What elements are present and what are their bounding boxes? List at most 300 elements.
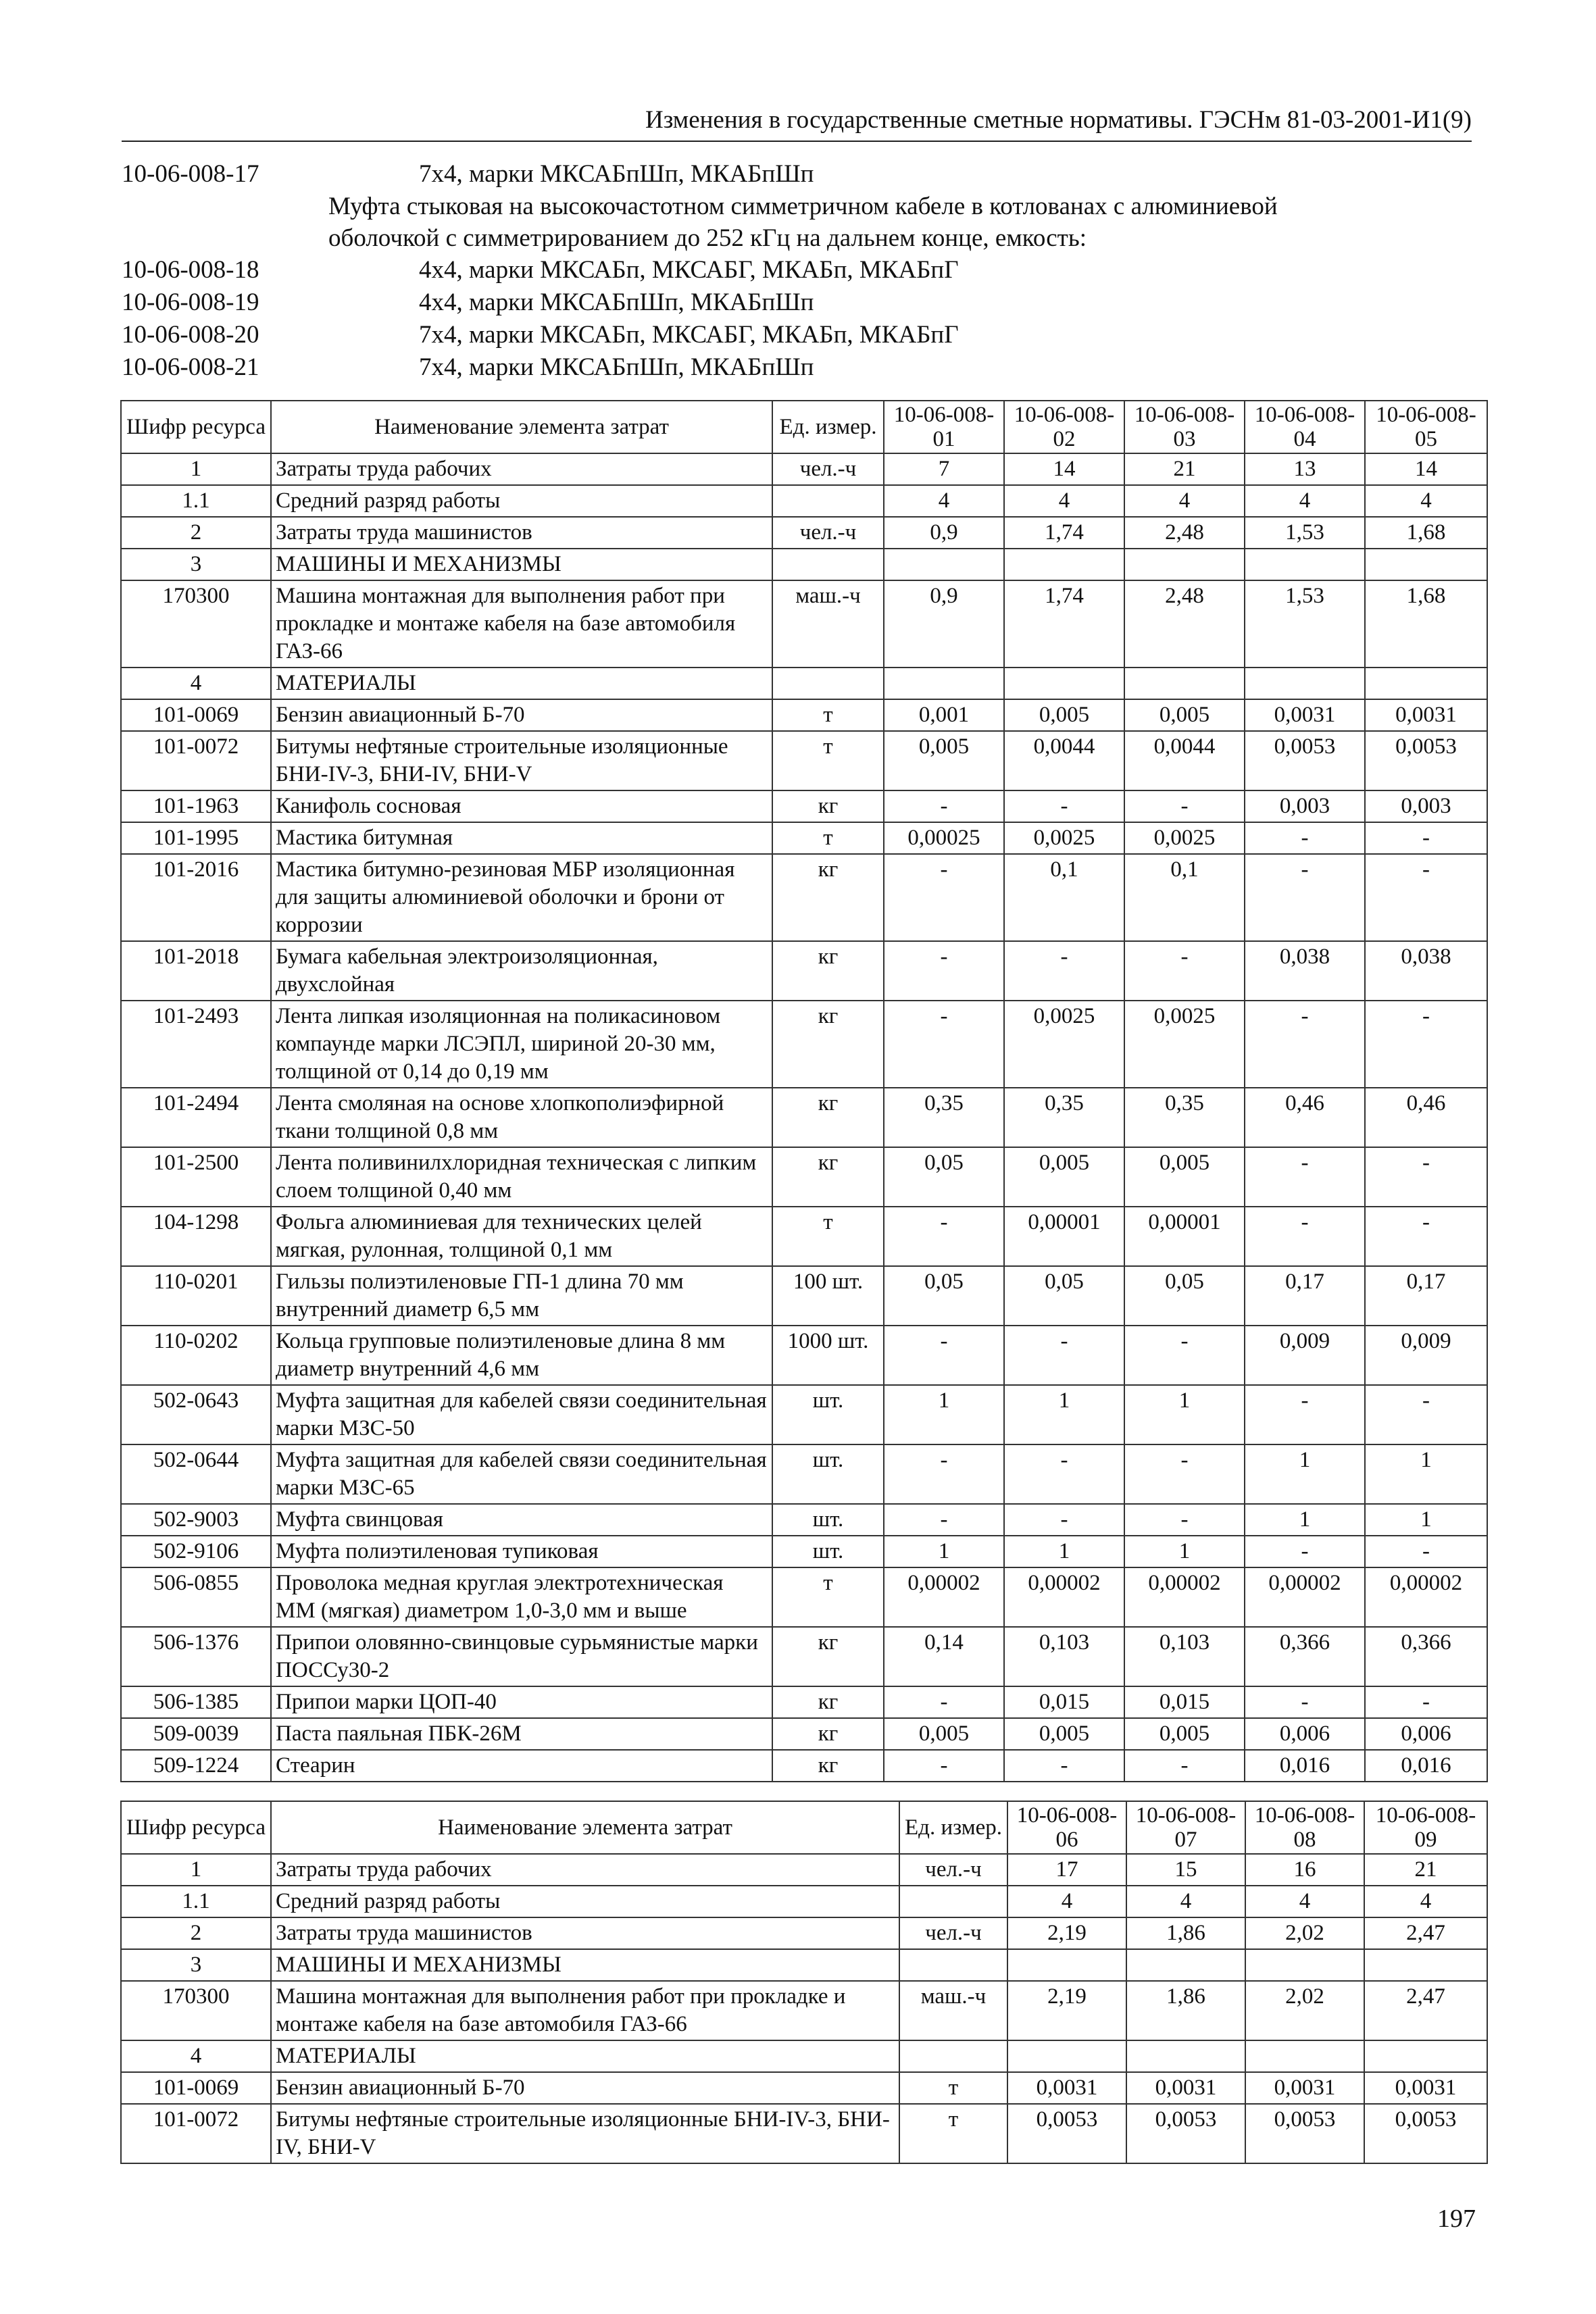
resource-name: Бензин авиационный Б-70 [271, 699, 772, 731]
norm-description: Муфта стыковая на высокочастотном симметричном кабеле в котлованах с алюминиевой [328, 193, 1278, 220]
resource-name: Кольца групповые полиэтиленовые длина 8 мм диаметр внутренний 4,6 мм [271, 1326, 772, 1385]
resource-name: Битумы нефтяные строительные изоляционные БНИ-IV-3, БНИ-IV, БНИ-V [271, 731, 772, 790]
value-cell: 14 [1365, 453, 1487, 485]
value-cell: 2,02 [1245, 1981, 1364, 2040]
value-cell: 1,74 [1004, 580, 1124, 668]
value-cell: 0,0053 [1364, 2104, 1487, 2163]
table-row [121, 2104, 1487, 2163]
resource-table-2 [120, 1801, 1488, 2164]
value-cell: 0,46 [1245, 1088, 1365, 1147]
value-cell: - [884, 1686, 1004, 1718]
value-cell: 1 [884, 1536, 1004, 1567]
header-norm-code: 10-06-008-05 [1365, 401, 1487, 453]
value-cell: - [1124, 941, 1245, 1001]
value-cell: - [1245, 1385, 1365, 1444]
table-row [121, 1326, 1487, 1385]
norm-code: 10-06-008-18 [122, 256, 259, 284]
resource-code: 110-0201 [121, 1266, 271, 1326]
value-cell: 0,103 [1124, 1627, 1245, 1686]
value-cell: - [1124, 1750, 1245, 1782]
resource-code: 170300 [121, 580, 271, 668]
value-cell: 0,006 [1245, 1718, 1365, 1750]
value-cell: 17 [1007, 1854, 1126, 1886]
section-row [121, 549, 1487, 580]
resource-name: Муфта защитная для кабелей связи соединительная марки МЗС-50 [271, 1385, 772, 1444]
value-cell: 0,016 [1245, 1750, 1365, 1782]
value-cell [1126, 1949, 1245, 1981]
value-cell: 0,9 [884, 580, 1004, 668]
value-cell: 1 [1004, 1385, 1124, 1444]
value-cell: 0,05 [1004, 1266, 1124, 1326]
value-cell [1004, 668, 1124, 699]
table-row [121, 517, 1487, 549]
value-cell: 1,68 [1365, 517, 1487, 549]
value-cell: 0,0044 [1124, 731, 1245, 790]
value-cell: - [1365, 1001, 1487, 1088]
value-cell: - [1365, 822, 1487, 854]
unit-cell: чел.-ч [772, 453, 884, 485]
value-cell: - [1365, 854, 1487, 941]
resource-name: Лента поливинилхлоридная техническая с липким слоем толщиной 0,40 мм [271, 1147, 772, 1207]
resource-name: Мастика битумно-резиновая МБР изоляционная для защиты алюминиевой оболочки и брони от коррозии [271, 854, 772, 941]
value-cell: - [1124, 1444, 1245, 1504]
value-cell: 0,038 [1245, 941, 1365, 1001]
value-cell: - [1004, 1750, 1124, 1782]
value-cell: 0,0031 [1007, 2072, 1126, 2104]
value-cell: 0,0031 [1364, 2072, 1487, 2104]
section-title: МАТЕРИАЛЫ [271, 2040, 899, 2072]
resource-code: 110-0202 [121, 1326, 271, 1385]
norm-code: 10-06-008-17 [122, 160, 259, 188]
value-cell: 1 [1365, 1444, 1487, 1504]
value-cell: - [1004, 1444, 1124, 1504]
norm-line [122, 191, 1473, 222]
section-title: МАШИНЫ И МЕХАНИЗМЫ [271, 549, 772, 580]
table-row [121, 1854, 1487, 1886]
value-cell: - [884, 1750, 1004, 1782]
value-cell: 0,0053 [1365, 731, 1487, 790]
header-norm-code: 10-06-008-01 [884, 401, 1004, 453]
value-cell [1365, 549, 1487, 580]
table-row [121, 941, 1487, 1001]
value-cell: - [1365, 1536, 1487, 1567]
value-cell: 0,366 [1365, 1627, 1487, 1686]
table-row [121, 822, 1487, 854]
value-cell [1245, 668, 1365, 699]
unit-cell: маш.-ч [899, 1981, 1007, 2040]
value-cell: 0,0031 [1365, 699, 1487, 731]
unit-cell: кг [772, 1750, 884, 1782]
resource-code: 502-0644 [121, 1444, 271, 1504]
unit-cell: кг [772, 1147, 884, 1207]
table-row [121, 1718, 1487, 1750]
resource-name: Бумага кабельная электроизоляционная, двухслойная [271, 941, 772, 1001]
value-cell: - [884, 854, 1004, 941]
table-row [121, 1917, 1487, 1949]
value-cell: 0,46 [1365, 1088, 1487, 1147]
unit-cell: шт. [772, 1536, 884, 1567]
resource-code: 502-9003 [121, 1504, 271, 1536]
value-cell [1126, 2040, 1245, 2072]
table-row [121, 1686, 1487, 1718]
header-norm-code: 10-06-008-03 [1124, 401, 1245, 453]
resource-code: 101-2018 [121, 941, 271, 1001]
resource-code: 1 [121, 453, 271, 485]
resource-code: 101-1995 [121, 822, 271, 854]
value-cell: - [1245, 854, 1365, 941]
value-cell: 0,001 [884, 699, 1004, 731]
value-cell: - [1245, 1207, 1365, 1266]
value-cell: 0,05 [884, 1266, 1004, 1326]
value-cell: 1 [1124, 1385, 1245, 1444]
resource-name: Средний разряд работы [271, 485, 772, 517]
value-cell: 0,003 [1245, 790, 1365, 822]
value-cell: 0,015 [1004, 1686, 1124, 1718]
resource-name: Гильзы полиэтиленовые ГП-1 длина 70 мм внутренний диаметр 6,5 мм [271, 1266, 772, 1326]
value-cell: 0,1 [1004, 854, 1124, 941]
table-row [121, 485, 1487, 517]
value-cell: 0,1 [1124, 854, 1245, 941]
resource-code: 506-0855 [121, 1567, 271, 1627]
unit-cell [772, 549, 884, 580]
resource-name: Машина монтажная для выполнения работ при прокладке и монтаже кабеля на базе автомобиля ГАЗ-66 [271, 1981, 899, 2040]
norm-line [122, 286, 1473, 319]
resource-code: 1.1 [121, 1886, 271, 1917]
value-cell [1245, 1949, 1364, 1981]
value-cell: 0,35 [1124, 1088, 1245, 1147]
norm-line [122, 158, 1473, 191]
unit-cell [772, 485, 884, 517]
value-cell: 0,003 [1365, 790, 1487, 822]
header-name: Наименование элемента затрат [271, 401, 772, 453]
section-row [121, 1949, 1487, 1981]
resource-name: Муфта полиэтиленовая тупиковая [271, 1536, 772, 1567]
resource-code: 4 [121, 668, 271, 699]
value-cell: - [884, 790, 1004, 822]
table-row [121, 1750, 1487, 1782]
resource-name: Затраты труда машинистов [271, 1917, 899, 1949]
value-cell: - [884, 1504, 1004, 1536]
resource-name: Битумы нефтяные строительные изоляционные БНИ-IV-3, БНИ-IV, БНИ-V [271, 2104, 899, 2163]
resource-code: 101-2016 [121, 854, 271, 941]
norm-title: 4х4, марки МКСАБпШп, МКАБпШп [419, 288, 814, 316]
resource-code: 506-1385 [121, 1686, 271, 1718]
value-cell: - [884, 1444, 1004, 1504]
header-norm-code: 10-06-008-02 [1004, 401, 1124, 453]
norm-list [122, 158, 1473, 384]
value-cell: 0,14 [884, 1627, 1004, 1686]
resource-name: Лента смоляная на основе хлопкополиэфирной ткани толщиной 0,8 мм [271, 1088, 772, 1147]
norm-line [122, 222, 1473, 254]
value-cell: 0,0025 [1124, 822, 1245, 854]
value-cell: 0,005 [1004, 1718, 1124, 1750]
value-cell [884, 549, 1004, 580]
unit-cell: т [772, 699, 884, 731]
value-cell: 0,0031 [1245, 699, 1365, 731]
value-cell: 0,0025 [1004, 822, 1124, 854]
header-unit: Ед. измер. [899, 1801, 1007, 1854]
unit-cell: т [899, 2104, 1007, 2163]
resource-code: 502-9106 [121, 1536, 271, 1567]
value-cell: 0,17 [1365, 1266, 1487, 1326]
unit-cell: шт. [772, 1504, 884, 1536]
unit-cell: т [772, 1567, 884, 1627]
resource-name: Мастика битумная [271, 822, 772, 854]
value-cell [1124, 549, 1245, 580]
value-cell: 1 [884, 1385, 1004, 1444]
unit-cell: т [899, 2072, 1007, 2104]
table-header-row [121, 401, 1487, 453]
value-cell: 21 [1364, 1854, 1487, 1886]
value-cell: 0,103 [1004, 1627, 1124, 1686]
value-cell: - [1124, 1326, 1245, 1385]
value-cell: 0,005 [884, 731, 1004, 790]
value-cell [1004, 549, 1124, 580]
value-cell: 1 [1124, 1536, 1245, 1567]
value-cell: 2,48 [1124, 580, 1245, 668]
unit-cell [899, 2040, 1007, 2072]
value-cell: 21 [1124, 453, 1245, 485]
resource-code: 101-1963 [121, 790, 271, 822]
value-cell: 1,86 [1126, 1981, 1245, 2040]
value-cell [1364, 1949, 1487, 1981]
value-cell: 0,0053 [1245, 2104, 1364, 2163]
resource-name: Муфта свинцовая [271, 1504, 772, 1536]
value-cell: 0,00001 [1004, 1207, 1124, 1266]
value-cell: 0,005 [1004, 699, 1124, 731]
value-cell: - [1004, 941, 1124, 1001]
value-cell: 16 [1245, 1854, 1364, 1886]
value-cell: - [884, 1001, 1004, 1088]
value-cell: 0,05 [884, 1147, 1004, 1207]
header-cipher: Шифр ресурса [121, 401, 271, 453]
value-cell: 4 [1126, 1886, 1245, 1917]
value-cell: 1 [1245, 1444, 1365, 1504]
value-cell: 4 [1004, 485, 1124, 517]
value-cell [884, 668, 1004, 699]
value-cell: - [1245, 822, 1365, 854]
value-cell: 4 [1365, 485, 1487, 517]
header-unit: Ед. измер. [772, 401, 884, 453]
value-cell: - [884, 1326, 1004, 1385]
resource-code: 506-1376 [121, 1627, 271, 1686]
value-cell: - [1365, 1686, 1487, 1718]
table-row [121, 1266, 1487, 1326]
table-row [121, 2072, 1487, 2104]
resource-code: 509-1224 [121, 1750, 271, 1782]
resource-code: 2 [121, 517, 271, 549]
norm-title: 7х4, марки МКСАБп, МКСАБГ, МКАБп, МКАБпГ [419, 321, 959, 349]
table-row [121, 1981, 1487, 2040]
unit-cell: чел.-ч [772, 517, 884, 549]
value-cell [1365, 668, 1487, 699]
table-row [121, 1385, 1487, 1444]
table-row [121, 1001, 1487, 1088]
value-cell: 1,68 [1365, 580, 1487, 668]
unit-cell: шт. [772, 1385, 884, 1444]
header-norm-code: 10-06-008-09 [1364, 1801, 1487, 1854]
value-cell: - [1245, 1147, 1365, 1207]
unit-cell: 100 шт. [772, 1266, 884, 1326]
value-cell [1007, 1949, 1126, 1981]
running-header: Изменения в государственные сметные нормативы. ГЭСНм 81-03-2001-И1(9) [122, 100, 1472, 142]
value-cell: 14 [1004, 453, 1124, 485]
norm-title: 4х4, марки МКСАБп, МКСАБГ, МКАБп, МКАБпГ [419, 256, 959, 284]
resource-name: Лента липкая изоляционная на поликасиновом компаунде марки ЛСЭПЛ, шириной 20-30 мм, толщиной от 0,14 до 0,19 мм [271, 1001, 772, 1088]
unit-cell: т [772, 731, 884, 790]
value-cell: 7 [884, 453, 1004, 485]
value-cell [1364, 2040, 1487, 2072]
table-row [121, 1444, 1487, 1504]
value-cell: 0,005 [884, 1718, 1004, 1750]
norm-title: 7х4, марки МКСАБпШп, МКАБпШп [419, 160, 814, 188]
value-cell: 0,0044 [1004, 731, 1124, 790]
resource-name: Проволока медная круглая электротехническая ММ (мягкая) диаметром 1,0-3,0 мм и выше [271, 1567, 772, 1627]
unit-cell: 1000 шт. [772, 1326, 884, 1385]
unit-cell: кг [772, 854, 884, 941]
value-cell: 0,00001 [1124, 1207, 1245, 1266]
value-cell: - [884, 941, 1004, 1001]
value-cell: - [1004, 1326, 1124, 1385]
unit-cell: т [772, 1207, 884, 1266]
resource-code: 101-0069 [121, 2072, 271, 2104]
header-norm-code: 10-06-008-07 [1126, 1801, 1245, 1854]
resource-code: 1.1 [121, 485, 271, 517]
value-cell: 13 [1245, 453, 1365, 485]
value-cell: 4 [1007, 1886, 1126, 1917]
value-cell: 0,005 [1124, 1147, 1245, 1207]
resource-name: Средний разряд работы [271, 1886, 899, 1917]
resource-code: 101-0072 [121, 2104, 271, 2163]
norm-line [122, 351, 1473, 384]
resource-code: 101-0072 [121, 731, 271, 790]
unit-cell: кг [772, 1088, 884, 1147]
unit-cell [899, 1886, 1007, 1917]
unit-cell: кг [772, 1627, 884, 1686]
table-row [121, 1567, 1487, 1627]
value-cell: 2,47 [1364, 1981, 1487, 2040]
section-title: МАШИНЫ И МЕХАНИЗМЫ [271, 1949, 899, 1981]
resource-name: Паста паяльная ПБК-26М [271, 1718, 772, 1750]
table-row [121, 1627, 1487, 1686]
header-name: Наименование элемента затрат [271, 1801, 899, 1854]
value-cell [1124, 668, 1245, 699]
unit-cell: чел.-ч [899, 1917, 1007, 1949]
resource-code: 509-0039 [121, 1718, 271, 1750]
resource-code: 4 [121, 2040, 271, 2072]
unit-cell: кг [772, 1718, 884, 1750]
value-cell: - [1124, 790, 1245, 822]
page-number: 197 [1437, 2205, 1476, 2233]
section-row [121, 668, 1487, 699]
value-cell: 0,0031 [1245, 2072, 1364, 2104]
resource-code: 170300 [121, 1981, 271, 2040]
value-cell: 2,02 [1245, 1917, 1364, 1949]
value-cell: 4 [1364, 1886, 1487, 1917]
value-cell: - [1245, 1001, 1365, 1088]
resource-name: Канифоль сосновая [271, 790, 772, 822]
table-row [121, 1504, 1487, 1536]
value-cell: 0,9 [884, 517, 1004, 549]
value-cell: 0,00025 [884, 822, 1004, 854]
value-cell: - [1365, 1207, 1487, 1266]
value-cell: 0,009 [1365, 1326, 1487, 1385]
table-row [121, 1886, 1487, 1917]
value-cell: - [1245, 1536, 1365, 1567]
resource-code: 101-2493 [121, 1001, 271, 1088]
unit-cell: кг [772, 941, 884, 1001]
value-cell: 0,038 [1365, 941, 1487, 1001]
resource-code: 2 [121, 1917, 271, 1949]
value-cell [1245, 549, 1365, 580]
table-row [121, 854, 1487, 941]
resource-name: Затраты труда рабочих [271, 453, 772, 485]
resource-code: 101-2500 [121, 1147, 271, 1207]
table-row [121, 790, 1487, 822]
table-row [121, 731, 1487, 790]
header-norm-code: 10-06-008-04 [1245, 401, 1365, 453]
value-cell: 0,005 [1004, 1147, 1124, 1207]
value-cell: 0,00002 [1124, 1567, 1245, 1627]
resource-code: 1 [121, 1854, 271, 1886]
value-cell: 2,48 [1124, 517, 1245, 549]
norm-line [122, 319, 1473, 351]
table-row [121, 699, 1487, 731]
value-cell: 1,74 [1004, 517, 1124, 549]
unit-cell [772, 668, 884, 699]
value-cell: 15 [1126, 1854, 1245, 1886]
resource-code: 104-1298 [121, 1207, 271, 1266]
value-cell: 0,00002 [1365, 1567, 1487, 1627]
value-cell: - [1004, 1504, 1124, 1536]
value-cell: 0,00002 [1004, 1567, 1124, 1627]
value-cell: 0,015 [1124, 1686, 1245, 1718]
table-row [121, 1147, 1487, 1207]
value-cell: 1 [1245, 1504, 1365, 1536]
resource-code: 3 [121, 549, 271, 580]
value-cell: 0,016 [1365, 1750, 1487, 1782]
value-cell: 1,86 [1126, 1917, 1245, 1949]
header-cipher: Шифр ресурса [121, 1801, 271, 1854]
value-cell: 0,00002 [1245, 1567, 1365, 1627]
value-cell: 4 [1245, 485, 1365, 517]
value-cell: - [1245, 1686, 1365, 1718]
value-cell: 0,35 [1004, 1088, 1124, 1147]
table-row [121, 453, 1487, 485]
resource-name: Затраты труда машинистов [271, 517, 772, 549]
value-cell: 0,009 [1245, 1326, 1365, 1385]
resource-code: 3 [121, 1949, 271, 1981]
value-cell: - [884, 1207, 1004, 1266]
value-cell: 2,19 [1007, 1917, 1126, 1949]
resource-name: Припои оловянно-свинцовые сурьмянистые марки ПОССу30-2 [271, 1627, 772, 1686]
unit-cell: кг [772, 1001, 884, 1088]
unit-cell: кг [772, 1686, 884, 1718]
resource-code: 101-2494 [121, 1088, 271, 1147]
unit-cell [899, 1949, 1007, 1981]
unit-cell: чел.-ч [899, 1854, 1007, 1886]
unit-cell: маш.-ч [772, 580, 884, 668]
value-cell: 0,0025 [1004, 1001, 1124, 1088]
resource-code: 502-0643 [121, 1385, 271, 1444]
norm-code: 10-06-008-19 [122, 288, 259, 316]
resource-name: Затраты труда рабочих [271, 1854, 899, 1886]
value-cell: 0,005 [1124, 699, 1245, 731]
value-cell [1007, 2040, 1126, 2072]
unit-cell: шт. [772, 1444, 884, 1504]
value-cell: - [1365, 1385, 1487, 1444]
header-norm-code: 10-06-008-08 [1245, 1801, 1364, 1854]
